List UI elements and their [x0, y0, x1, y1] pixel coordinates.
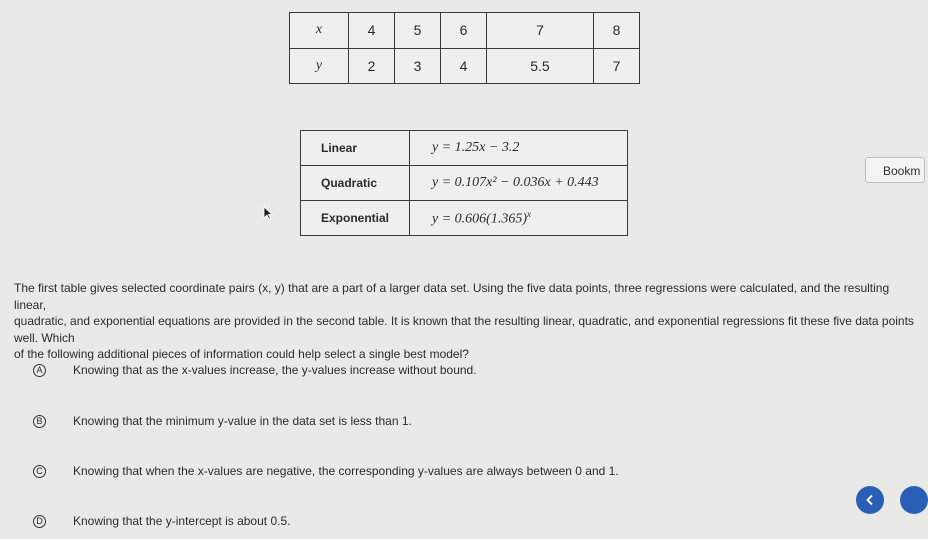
choice-text: Knowing that the minimum y-value in the data set is less than 1.: [73, 414, 412, 428]
chevron-left-icon: [864, 494, 876, 506]
regression-name: Linear: [301, 131, 410, 166]
mouse-cursor-icon: [263, 206, 273, 220]
choice-text: Knowing that the y-intercept is about 0.5.: [73, 514, 291, 528]
choice-letter: A: [33, 364, 46, 377]
regression-table: [300, 130, 628, 236]
y-header: y: [290, 48, 349, 84]
choice-a[interactable]: [33, 363, 477, 377]
choice-text: Knowing that when the x-values are negative, the corresponding y-values are always between 0 and 1.: [73, 464, 619, 478]
choice-d[interactable]: [33, 514, 290, 528]
regression-equation: y = 0.606(1.365): [432, 211, 527, 227]
y-cell: 7: [593, 48, 639, 84]
y-cell: 2: [349, 48, 395, 84]
x-cell: 8: [593, 13, 639, 49]
choice-letter: B: [33, 415, 46, 428]
next-button[interactable]: [900, 486, 928, 514]
y-row: [290, 48, 640, 84]
question-line: The first table gives selected coordinate pairs (x, y) that are a part of a larger data set. Using the five data points, three regressions were calculated, and the resulting linear,: [14, 281, 890, 312]
regression-equation: y = 0.107x² − 0.036x + 0.443: [410, 166, 628, 201]
regression-equation-cell: [410, 201, 628, 236]
x-cell: 5: [394, 13, 440, 49]
regression-name: Exponential: [301, 201, 410, 236]
data-table: [289, 12, 640, 84]
x-cell: 4: [349, 13, 395, 49]
y-cell: 5.5: [486, 48, 593, 84]
regression-row: [301, 131, 628, 166]
regression-row: [301, 201, 628, 236]
choice-letter: C: [33, 465, 46, 478]
regression-equation: y = 1.25x − 3.2: [410, 131, 628, 166]
exponent: x: [527, 208, 531, 219]
regression-row: [301, 166, 628, 201]
choice-letter: D: [33, 515, 46, 528]
question-text: [14, 280, 914, 363]
choice-c[interactable]: [33, 464, 619, 478]
question-line: quadratic, and exponential equations are provided in the second table. It is known that the resulting linear, quadratic, and exponential regressions fit these five data points well. Which: [14, 314, 914, 345]
x-header: x: [290, 13, 349, 49]
y-cell: 3: [394, 48, 440, 84]
regression-name: Quadratic: [301, 166, 410, 201]
question-line: of the following additional pieces of information could help select a single best model?: [14, 347, 469, 361]
y-cell: 4: [440, 48, 486, 84]
choice-text: Knowing that as the x-values increase, the y-values increase without bound.: [73, 363, 477, 377]
previous-button[interactable]: [856, 486, 884, 514]
bookmark-button[interactable]: Bookm: [865, 157, 925, 183]
x-cell: 7: [486, 13, 593, 49]
choice-b[interactable]: [33, 414, 412, 428]
x-cell: 6: [440, 13, 486, 49]
x-row: [290, 13, 640, 49]
